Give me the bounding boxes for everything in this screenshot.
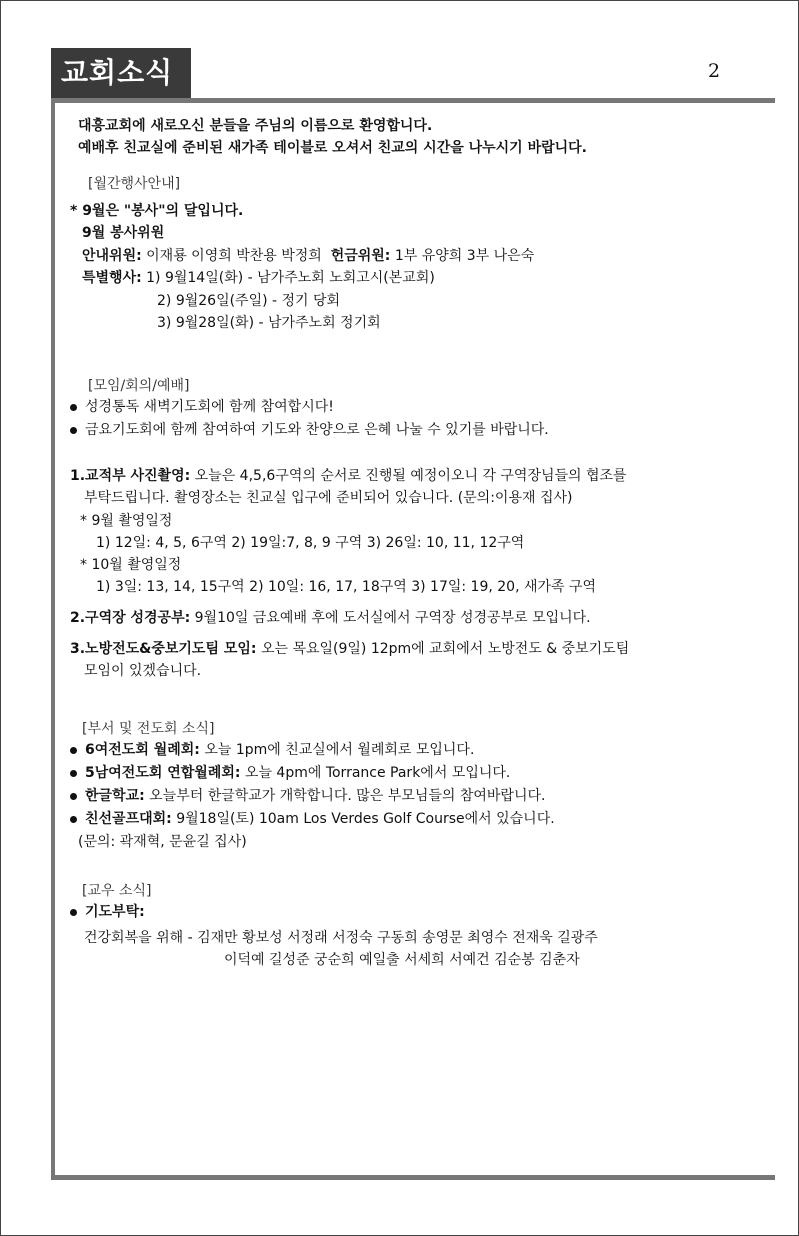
department-item-1 xyxy=(70,741,474,759)
notice-1-label: 1.교적부 사진촬영: xyxy=(70,468,191,484)
bullet-icon xyxy=(70,770,77,777)
meeting-heading: [모임/회의/예배] xyxy=(88,378,190,394)
offering-value: 1부 유양희 3부 나은숙 xyxy=(390,248,535,264)
department-item-2-label: 5남여전도회 연합월례회: xyxy=(85,765,241,781)
department-item-4-label: 친선골프대회: xyxy=(85,811,172,827)
special-label: 특별행사: xyxy=(82,270,142,286)
notice-1 xyxy=(70,467,627,485)
special-line-1 xyxy=(82,269,435,287)
department-item-1-label: 6여전도회 월례회: xyxy=(85,742,200,758)
prayer-line-1: 건강회복을 위해 - 김재만 황보성 서정래 서정숙 구동희 송영문 최영수 전재욱 길광주 xyxy=(84,930,598,946)
department-item-2 xyxy=(70,764,510,782)
sep-schedule-title: * 9월 촬영일정 xyxy=(80,513,173,529)
department-item-3-label: 한글학교: xyxy=(85,788,145,804)
committee-line xyxy=(82,247,534,265)
bullet-icon xyxy=(70,404,77,411)
page-number: 2 xyxy=(708,60,721,82)
notice-1-text: 오늘은 4,5,6구역의 순서로 진행될 예정이오니 각 구역장님들의 협조를 xyxy=(190,468,627,484)
guide-label: 안내위원: xyxy=(82,248,142,264)
monthly-line-1: * 9월은 "봉사"의 달입니다. xyxy=(70,203,244,219)
oct-schedule-title: * 10월 촬영일정 xyxy=(80,557,182,573)
notice-3-text-2: 모임이 있겠습니다. xyxy=(84,663,202,679)
notice-3 xyxy=(70,640,629,658)
prayer-label: 기도부탁: xyxy=(85,904,145,920)
meeting-item-2 xyxy=(70,421,549,439)
bullet-icon xyxy=(70,816,77,823)
notice-2-text: 9월10일 금요예배 후에 도서실에서 구역장 성경공부로 모입니다. xyxy=(190,610,591,626)
bullet-icon xyxy=(70,793,77,800)
special-item-2: 2) 9월26일(주일) - 정기 당회 xyxy=(157,293,341,309)
meeting-item-1-text: 성경통독 새벽기도회에 함께 참여합시다! xyxy=(85,399,334,415)
special-item-1: 1) 9월14일(화) - 남가주노회 노회고시(본교회) xyxy=(141,270,435,286)
section-title: 교회소식 xyxy=(51,48,191,98)
bullet-icon xyxy=(70,909,77,916)
department-item-2-text: 오늘 4pm에 Torrance Park에서 모입니다. xyxy=(240,765,511,781)
meeting-item-2-text: 금요기도회에 함께 참여하여 기도와 찬양으로 은혜 나눌 수 있기를 바랍니다. xyxy=(85,422,549,438)
department-item-4-text: 9월18일(토) 10am Los Verdes Golf Course에서 있습니다. xyxy=(171,811,555,827)
members-heading: [교우 소식] xyxy=(82,883,152,899)
department-heading: [부서 및 전도회 소식] xyxy=(82,721,215,737)
notice-3-text: 오는 목요일(9일) 12pm에 교회에서 노방전도 & 중보기도팀 xyxy=(256,641,630,657)
notice-2-label: 2.구역장 성경공부: xyxy=(70,610,191,626)
sep-schedule-detail: 1) 12일: 4, 5, 6구역 2) 19일:7, 8, 9 구역 3) 26일: 10, 11, 12구역 xyxy=(96,535,525,551)
bullet-icon xyxy=(70,427,77,434)
notice-1-text-2: 부탁드립니다. 촬영장소는 친교실 입구에 준비되어 있습니다. (문의:이용재 집사) xyxy=(84,490,573,506)
guide-value: 이재룡 이영희 박찬용 박정희 xyxy=(141,248,322,264)
prayer-line-2: 이덕예 길성준 궁순희 예일출 서세희 서예건 김순봉 김춘자 xyxy=(224,952,580,968)
department-item-3-text: 오늘부터 한글학교가 개학합니다. 많은 부모님들의 참여바랍니다. xyxy=(144,788,546,804)
welcome-line-1: 대흥교회에 새로오신 분들을 주님의 이름으로 환영합니다. xyxy=(78,118,433,134)
prayer-request xyxy=(70,903,145,921)
department-item-4 xyxy=(70,810,555,828)
notice-2 xyxy=(70,609,591,627)
meeting-item-1 xyxy=(70,398,334,416)
bullet-icon xyxy=(70,747,77,754)
oct-schedule-detail: 1) 3일: 13, 14, 15구역 2) 10일: 16, 17, 18구역 3) 17일: 19, 20, 새가족 구역 xyxy=(96,579,597,595)
welcome-line-2: 예배후 친교실에 준비된 새가족 테이블로 오셔서 친교의 시간을 나누시기 바랍니다. xyxy=(78,140,587,156)
department-contact: (문의: 곽재혁, 문윤길 집사) xyxy=(78,834,247,850)
special-item-3: 3) 9월28일(화) - 남가주노회 정기회 xyxy=(157,315,381,331)
monthly-line-2: 9월 봉사위원 xyxy=(82,225,165,241)
notice-3-label: 3.노방전도&중보기도팀 모임: xyxy=(70,641,257,657)
department-item-1-text: 오늘 1pm에 친교실에서 월례회로 모입니다. xyxy=(199,742,475,758)
department-item-3 xyxy=(70,787,545,805)
offering-label: 헌금위원: xyxy=(330,248,391,264)
monthly-heading: [월간행사안내] xyxy=(88,176,181,192)
